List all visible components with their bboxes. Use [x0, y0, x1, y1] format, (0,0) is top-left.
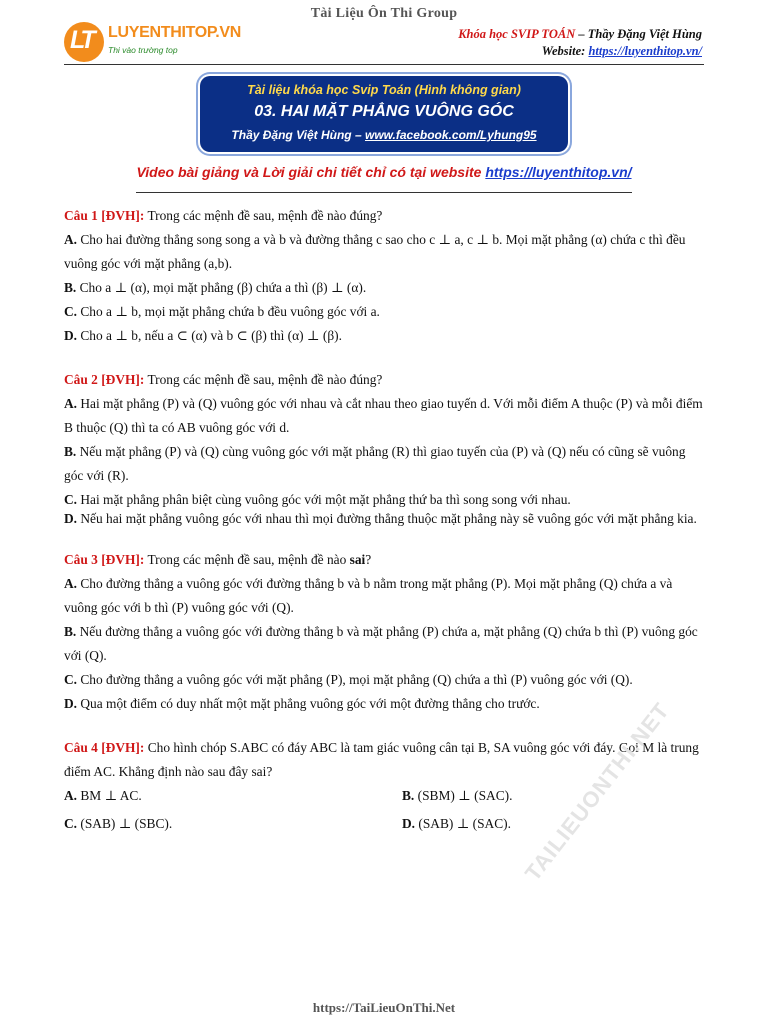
header-info — [458, 26, 702, 60]
banner-course-line: Tài liệu khóa học Svip Toán (Hình không gian) — [247, 83, 521, 97]
question-3 — [64, 548, 706, 716]
option-a: Cho hai đường thẳng song song a và b và đường thẳng c sao cho c ⊥ a, c ⊥ b. Mọi mặt phẳng (α) chứa c thì đều vuông góc với mặt phẳng (a,b). — [64, 232, 686, 271]
logo-name: LUYENTHITOP.VN — [108, 24, 242, 41]
top-group-title: Tài Liệu Ôn Thi Group — [310, 6, 458, 21]
option-label: B. — [64, 624, 77, 639]
document-title: 03. HAI MẶT PHẲNG VUÔNG GÓC — [254, 103, 514, 120]
question-1 — [64, 204, 706, 348]
option-d: Qua một điểm có duy nhất một mặt phẳng vuông góc với một đường thẳng cho trước. — [77, 696, 540, 711]
option-label: B. — [402, 788, 415, 803]
option-label: C. — [64, 304, 78, 319]
banner-author-line — [200, 128, 568, 142]
option-label: B. — [64, 280, 77, 295]
option-a: BM ⊥ AC. — [77, 788, 142, 803]
option-d: (SAB) ⊥ (SAC). — [415, 816, 511, 831]
teacher-name: – Thầy Đặng Việt Hùng — [575, 27, 702, 41]
question-stem-end: ? — [365, 552, 372, 567]
option-label: A. — [64, 576, 78, 591]
option-label: D. — [64, 696, 78, 711]
question-stem-emphasis: sai — [349, 552, 366, 567]
option-a: Hai mặt phẳng (P) và (Q) vuông góc với nhau và cắt nhau theo giao tuyến d. Với mỗi điểm A thuộc (P) và mỗi điểm B thuộc (Q) thì ta có AB vuông góc với d. — [64, 396, 703, 435]
option-b: Nếu đường thẳng a vuông góc với đường thẳng b và mặt phẳng (P) chứa a, mặt phẳng (Q) chứa b thì (P) vuông góc với (Q). — [64, 624, 698, 663]
option-a: Cho đường thẳng a vuông góc với đường thẳng b và b nằm trong mặt phẳng (P). Mọi mặt phẳng (Q) chứa a và vuông góc với b thì (P) vuông góc với (Q). — [64, 576, 673, 615]
website-link[interactable]: https://luyenthitop.vn/ — [588, 44, 702, 58]
option-label: D. — [402, 816, 416, 831]
header-divider — [64, 64, 704, 65]
option-label: C. — [64, 672, 78, 687]
question-heading: Câu 2 [ĐVH]: — [64, 372, 145, 387]
option-label: A. — [64, 788, 78, 803]
website-label: Website: — [541, 44, 589, 58]
title-banner — [200, 76, 568, 152]
option-label: B. — [64, 444, 77, 459]
video-note-link[interactable]: https://luyenthitop.vn/ — [485, 164, 632, 180]
question-heading: Câu 1 [ĐVH]: — [64, 208, 145, 223]
question-stem: Cho hình chóp S.ABC có đáy ABC là tam giác vuông cân tại B, SA vuông góc với đáy. Gọi M là trung điểm AC. Khẳng định nào sau đây sai? — [64, 740, 699, 779]
option-c: Cho đường thẳng a vuông góc với mặt phẳng (P), mọi mặt phẳng (Q) chứa a thì (P) vuông góc với (Q). — [77, 672, 633, 687]
question-2 — [64, 368, 706, 528]
option-b: Cho a ⊥ (α), mọi mặt phẳng (β) chứa a thì (β) ⊥ (α). — [76, 280, 367, 295]
option-d: Nếu hai mặt phẳng vuông góc với nhau thì mọi đường thẳng thuộc mặt phẳng này sẽ vuông góc với mặt phẳng kia. — [77, 511, 697, 526]
option-label: A. — [64, 232, 78, 247]
option-c: (SAB) ⊥ (SBC). — [77, 816, 173, 831]
question-heading: Câu 4 [ĐVH]: — [64, 740, 145, 755]
video-note — [0, 164, 768, 180]
option-d: Cho a ⊥ b, nếu a ⊂ (α) và b ⊂ (β) thì (α) ⊥ (β). — [77, 328, 342, 343]
option-b: Nếu mặt phẳng (P) và (Q) cùng vuông góc với mặt phẳng (R) thì giao tuyến của (P) và (Q) nếu có cũng sẽ vuông góc với (R). — [64, 444, 686, 483]
facebook-link[interactable]: www.facebook.com/Lyhung95 — [364, 128, 537, 142]
section-divider — [136, 192, 632, 193]
footer-url[interactable]: https://TaiLieuOnThi.Net — [312, 1000, 456, 1015]
watermark: TAILIEUONTHI.NET — [520, 697, 675, 886]
option-label: C. — [64, 816, 78, 831]
option-label: C. — [64, 492, 78, 507]
option-b: (SBM) ⊥ (SAC). — [414, 788, 513, 803]
option-label: D. — [64, 328, 78, 343]
banner-author: Thầy Đặng Việt Hùng – — [231, 128, 365, 142]
option-c: Hai mặt phẳng phân biệt cùng vuông góc với một mặt phẳng thứ ba thì song song với nhau. — [77, 492, 571, 507]
logo-slogan: Thi vào trường top — [108, 45, 178, 55]
question-stem: Trong các mệnh đề sau, mệnh đề nào đúng? — [144, 208, 383, 223]
course-name: Khóa học SVIP TOÁN — [458, 27, 576, 41]
video-note-text: Video bài giảng và Lời giải chi tiết chỉ có tại website — [136, 164, 486, 180]
question-stem: Trong các mệnh đề sau, mệnh đề nào — [144, 552, 350, 567]
site-logo[interactable] — [64, 22, 254, 62]
question-stem: Trong các mệnh đề sau, mệnh đề nào đúng? — [144, 372, 383, 387]
option-c: Cho a ⊥ b, mọi mặt phẳng chứa b đều vuông góc với a. — [77, 304, 380, 319]
option-label: A. — [64, 396, 78, 411]
question-heading: Câu 3 [ĐVH]: — [64, 552, 145, 567]
option-label: D. — [64, 511, 78, 526]
logo-mark-icon: LT — [64, 22, 104, 62]
